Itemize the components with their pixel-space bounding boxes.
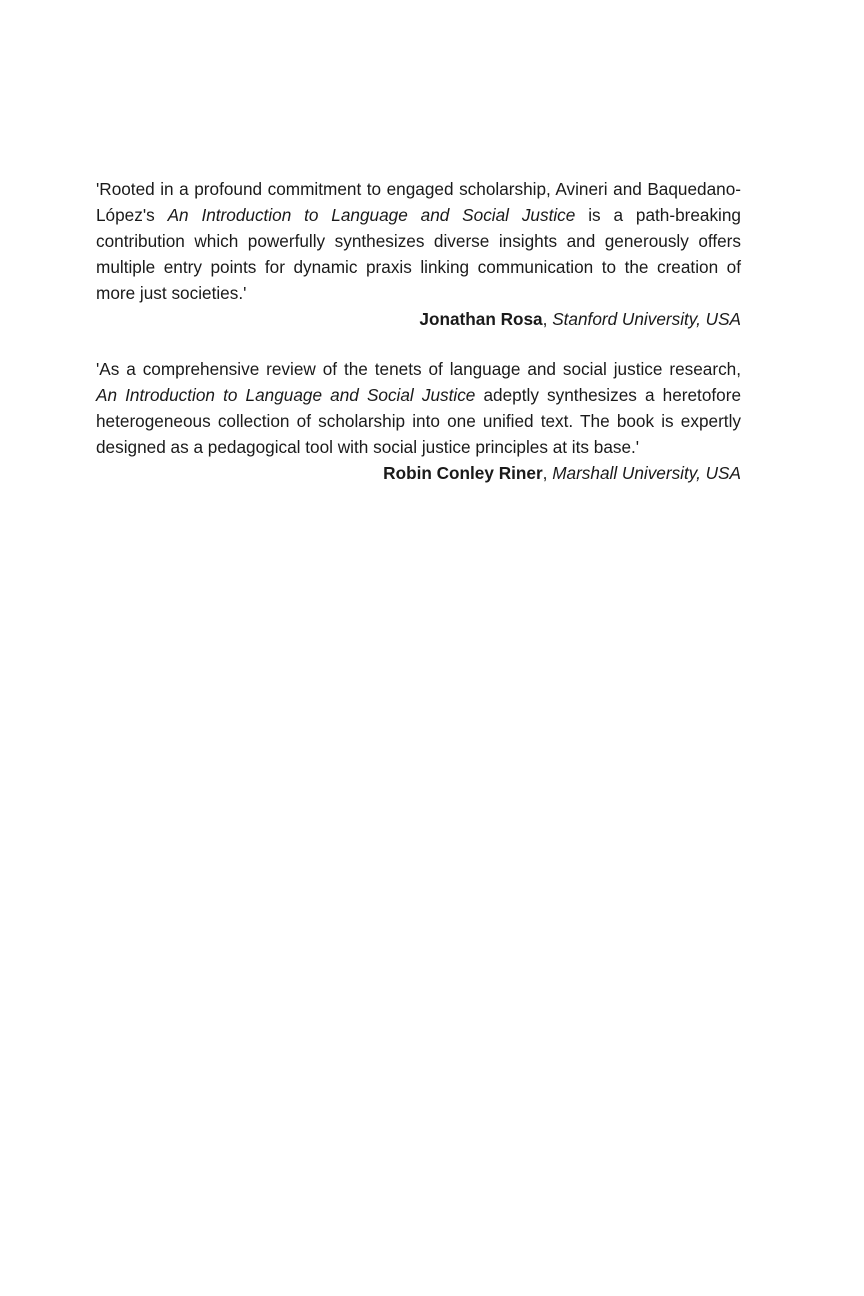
quote-text: adeptly synthesizes a heretofore heterogeneous collection of scholarship into one unified text. The book is expertly designed as a pedagogical tool with social justice principles at its base.': [96, 385, 742, 457]
quote-text: 'Rooted in a profound commitment to engaged scholarship, Avineri and Baquedano-López's: [96, 179, 741, 225]
attribution-separator: ,: [542, 309, 553, 329]
endorsement-quote: [96, 356, 741, 460]
endorser-name: Jonathan Rosa: [419, 309, 543, 329]
endorsement-rosa: [96, 176, 741, 332]
endorser-affiliation: Marshall University, USA: [552, 463, 741, 483]
endorser-affiliation: Stanford University, USA: [552, 309, 741, 329]
endorser-name: Robin Conley Riner: [383, 463, 543, 483]
endorsement-attribution: [96, 460, 741, 486]
endorsement-attribution: [96, 306, 741, 332]
quote-text: is a path-breaking contribution which powerfully synthesizes diverse insights and generously offers multiple entry points for dynamic praxis linking communication to the creation of more just societies.': [96, 205, 741, 303]
endorsement-riner: [96, 356, 741, 486]
endorsement-quote: [96, 176, 741, 306]
book-title: An Introduction to Language and Social Justice: [96, 385, 476, 405]
attribution-separator: ,: [542, 463, 553, 483]
book-title: An Introduction to Language and Social Justice: [167, 205, 576, 225]
quote-text: 'As a comprehensive review of the tenets of language and social justice research,: [96, 359, 741, 379]
